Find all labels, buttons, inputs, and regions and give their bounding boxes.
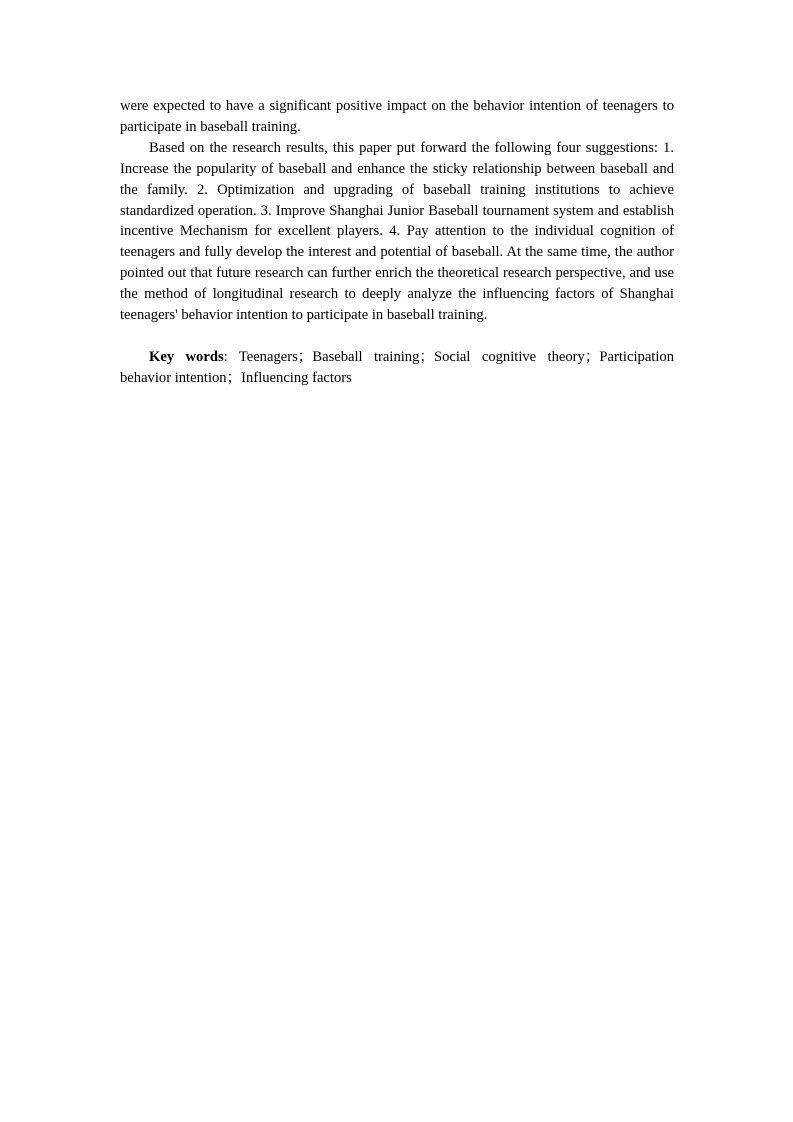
keywords-line: [120, 347, 674, 389]
abstract-paragraph-continuation: were expected to have a significant positive impact on the behavior intention of teenagers to participate in baseball training.: [120, 98, 674, 135]
abstract-paragraph-suggestions: Based on the research results, this paper put forward the following four suggestions: 1. Increase the popularity of baseball and enhance the sticky relationship between baseball and the family. 2. Optimization and upgrading of baseball training institutions to achieve standardized operation. 3. Improve Shanghai Junior Baseball tournament system and establish incentive Mechanism for excellent players. 4. Pay attention to the individual cognition of teenagers and fully develop the interest and potential of baseball. At the same time, the author pointed out that future research can further enrich the theoretical research perspective, and use the method of longitudinal research to deeply analyze the influencing factors of Shanghai teenagers' behavior intention to participate in baseball training.: [120, 139, 674, 324]
keywords-label: Key words: [149, 348, 224, 365]
abstract-body: [120, 96, 674, 389]
keywords-list: : Teenagers；Baseball training；Social cognitive theory；Participation behavior intention；Influencing factors: [120, 348, 675, 386]
